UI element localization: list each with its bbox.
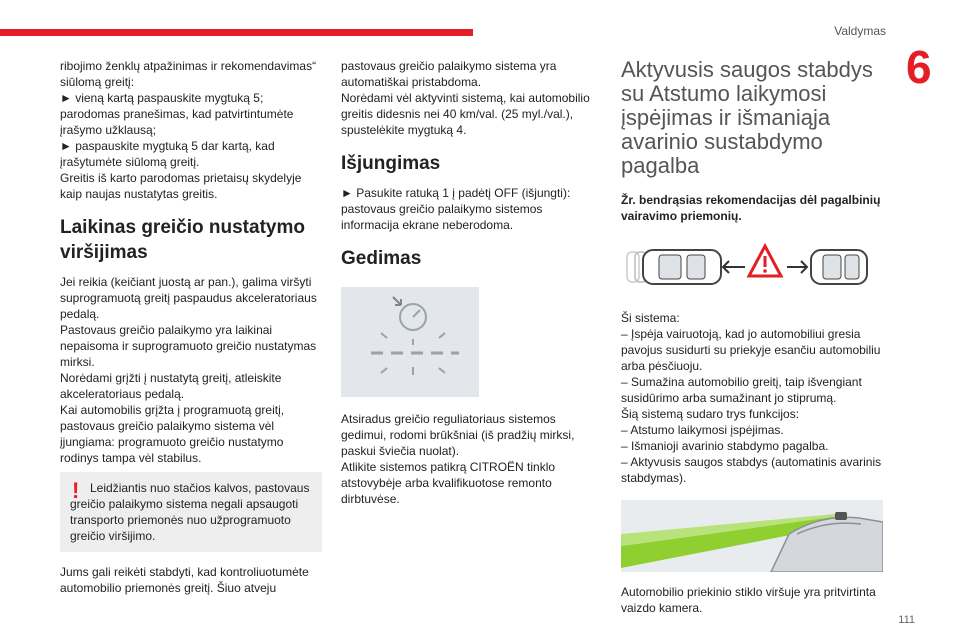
paragraph: – Išmanioji avarinio stabdymo pagalba. bbox=[621, 439, 829, 453]
paragraph: Atsiradus greičio reguliatoriaus sistemos gedimui, rodomi brūkšniai (iš pradžių mirksi, paskui šviečia nuolat). bbox=[341, 412, 575, 458]
camera-beam-icon bbox=[621, 500, 883, 572]
section-title: Valdymas bbox=[834, 24, 886, 38]
paragraph: Pastovaus greičio palaikymo yra laikinai nepaisoma ir suprogramuoto greičio nustatymas mirksi. bbox=[60, 323, 317, 369]
paragraph: ► vieną kartą paspauskite mygtuką 5; parodomas pranešimas, kad patvirtintumėte įrašymo užklausą; bbox=[60, 91, 294, 137]
paragraph: – Atstumo laikymosi įspėjimas. bbox=[621, 423, 784, 437]
page-heading: Aktyvusis saugos stabdys su Atstumo laikymosi įspėjimas ir išmaniąja avarinio sustabdymo pagalba bbox=[621, 57, 873, 178]
header-accent-bar bbox=[0, 29, 473, 36]
column-left bbox=[60, 58, 322, 596]
chapter-number: 6 bbox=[906, 41, 932, 93]
paragraph: Žr. bendrąsias rekomendacijas dėl pagalbinių vairavimo priemonių. bbox=[621, 193, 881, 223]
cars-warning-icon bbox=[621, 238, 871, 296]
figure-caption: Automobilio priekinio stiklo viršuje yra pritvirtinta vaizdo kamera. bbox=[621, 585, 876, 615]
paragraph: Atlikite sistemos patikrą CITROËN tinklo atstovybėje arba kvalifikuotose remonto dirbtuvėse. bbox=[341, 460, 556, 506]
column-right bbox=[621, 58, 887, 616]
section-heading: Išjungimas bbox=[341, 153, 441, 174]
paragraph: ► paspauskite mygtuką 5 dar kartą, kad įrašytumėte siūlomą greitį. bbox=[60, 139, 275, 169]
warning-icon: ! bbox=[72, 478, 80, 503]
warning-box bbox=[60, 472, 322, 552]
column-middle bbox=[341, 58, 599, 507]
paragraph: Norėdami grįžti į nustatytą greitį, atleiskite akceleratoriaus pedalą. bbox=[60, 371, 282, 401]
speedometer-dashes-icon bbox=[341, 287, 479, 397]
paragraph: Jei reikia (keičiant juostą ar pan.), galima viršyti suprogramuotą greitį paspaudus akceleratoriaus pedalą. bbox=[60, 275, 317, 321]
paragraph: Kai automobilis grįžta į programuotą greitį, pastovaus greičio palaikymo sistema vėl įjungiama: programuoto greičio nustatymo rodinys tampa vėl stabilus. bbox=[60, 403, 285, 465]
paragraph: – Sumažina automobilio greitį, taip išvengiant susidūrimo arba sumažinant jo stiprumą. bbox=[621, 375, 862, 405]
paragraph: Jums gali reikėti stabdyti, kad kontroliuotumėte automobilio priemonės greitį. Šiuo atveju bbox=[60, 565, 309, 595]
page-number: 111 bbox=[898, 614, 915, 626]
windscreen-camera-illustration bbox=[621, 500, 883, 572]
paragraph: ► Pasukite ratuką 1 į padėtį OFF (išjungti): pastovaus greičio palaikymo sistemos informacija ekrane neberodoma. bbox=[341, 186, 571, 232]
collision-warning-illustration bbox=[621, 238, 871, 296]
paragraph: ribojimo ženklų atpažinimas ir rekomendavimas“ siūlomą greitį: bbox=[60, 59, 317, 89]
paragraph: – Įspėja vairuotoją, kad jo automobiliui gresia pavojus susidurti su priekyje esančiu automobiliu arba pėsčiuoju. bbox=[621, 327, 881, 373]
paragraph: – Aktyvusis saugos stabdys (automatinis avarinis stabdymas). bbox=[621, 455, 882, 485]
paragraph: Šią sistemą sudaro trys funkcijos: bbox=[621, 407, 800, 421]
paragraph: Greitis iš karto parodomas prietaisų skydelyje kaip naujas nustatytas greitis. bbox=[60, 171, 302, 201]
cruise-control-fault-illustration bbox=[341, 287, 479, 397]
paragraph: Norėdami vėl aktyvinti sistemą, kai automobilio greitis didesnis nei 40 km/val. (25 myl./val.), spustelėkite mygtuką 4. bbox=[341, 91, 590, 137]
warning-text: Leidžiantis nuo stačios kalvos, pastovaus greičio palaikymo sistema negali apsaugoti transporto priemonės nuo užprogramuoto greičio viršijimo. bbox=[70, 481, 310, 543]
section-heading: Gedimas bbox=[341, 248, 422, 269]
paragraph: Ši sistema: bbox=[621, 311, 680, 325]
paragraph: pastovaus greičio palaikymo sistema yra automatiškai pristabdoma. bbox=[341, 59, 557, 89]
section-heading: Laikinas greičio nustatymo viršijimas bbox=[60, 217, 305, 263]
